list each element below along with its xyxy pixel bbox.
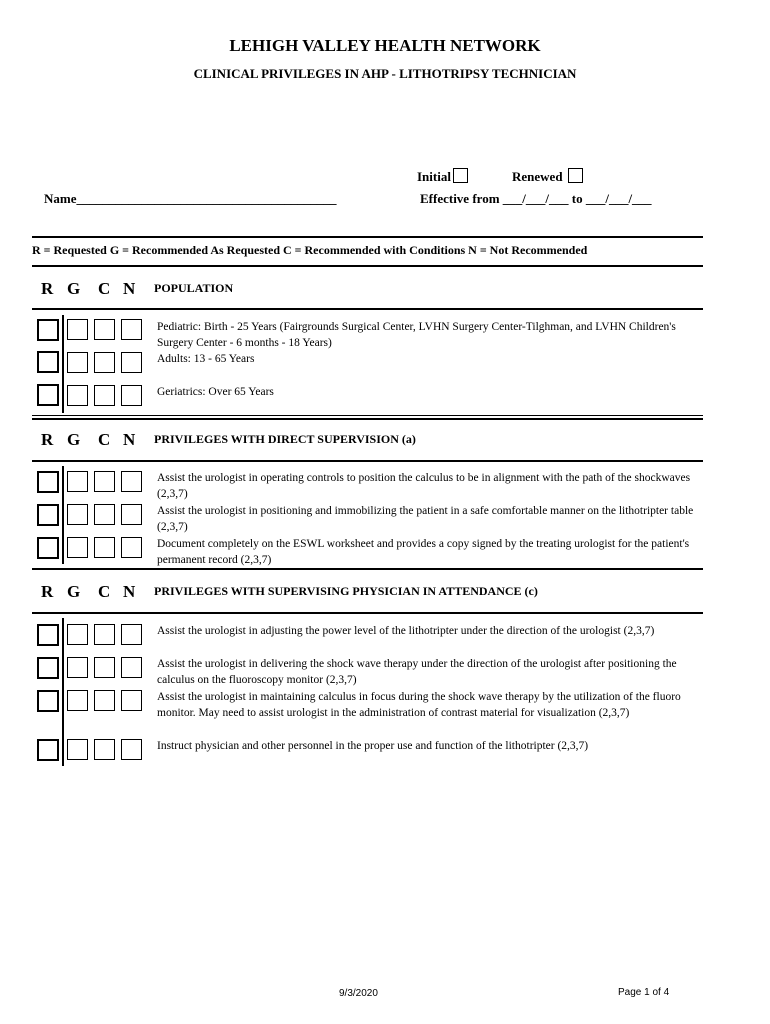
checkbox-g[interactable]	[67, 690, 88, 711]
checkbox-r[interactable]	[37, 690, 59, 712]
section-header-direct-supervision	[0, 430, 770, 450]
checkbox-c[interactable]	[94, 657, 115, 678]
checkbox-n[interactable]	[121, 739, 142, 760]
section-title: PRIVILEGES WITH SUPERVISING PHYSICIAN IN ATTENDANCE (c)	[154, 584, 538, 598]
checkbox-c[interactable]	[94, 352, 115, 373]
divider	[32, 612, 703, 614]
column-divider	[62, 315, 64, 413]
checkbox-c[interactable]	[94, 319, 115, 340]
footer-date: 9/3/2020	[339, 988, 378, 999]
checkbox-n[interactable]	[121, 352, 142, 373]
checkbox-r[interactable]	[37, 739, 59, 761]
column-g-header: G	[67, 279, 81, 298]
checkbox-c[interactable]	[94, 624, 115, 645]
column-r-header: R	[41, 430, 54, 449]
renewed-checkbox[interactable]	[568, 168, 583, 183]
checkbox-c[interactable]	[94, 537, 115, 558]
page-subtitle: CLINICAL PRIVILEGES IN AHP - LITHOTRIPSY TECHNICIAN	[193, 66, 577, 81]
checkbox-g[interactable]	[67, 385, 88, 406]
name-field[interactable]: Name________________________________________	[44, 191, 337, 206]
checkbox-r[interactable]	[37, 537, 59, 559]
divider	[32, 568, 703, 570]
checkbox-g[interactable]	[67, 319, 88, 340]
initial-checkbox[interactable]	[453, 168, 468, 183]
column-n-header: N	[123, 430, 136, 449]
checkbox-g[interactable]	[67, 471, 88, 492]
checkbox-c[interactable]	[94, 690, 115, 711]
section-title: POPULATION	[154, 281, 234, 295]
privilege-item: Pediatric: Birth - 25 Years (Fairgrounds Surgical Center, LVHN Surgery Center-Tilghman, and LVHN Children's Surgery Center - 6 months - 18 Years)	[157, 321, 676, 349]
checkbox-g[interactable]	[67, 624, 88, 645]
checkbox-r[interactable]	[37, 471, 59, 493]
checkbox-n[interactable]	[121, 471, 142, 492]
checkbox-c[interactable]	[94, 739, 115, 760]
checkbox-g[interactable]	[67, 352, 88, 373]
checkbox-r[interactable]	[37, 624, 59, 646]
column-r-header: R	[41, 279, 54, 298]
divider	[32, 415, 703, 416]
checkbox-n[interactable]	[121, 537, 142, 558]
checkbox-n[interactable]	[121, 319, 142, 340]
checkbox-n[interactable]	[121, 690, 142, 711]
section-header-population	[0, 279, 770, 299]
column-n-header: N	[123, 279, 136, 298]
renewed-option	[512, 168, 583, 185]
checkbox-g[interactable]	[67, 739, 88, 760]
column-r-header: R	[41, 582, 54, 601]
divider	[32, 418, 703, 420]
section-header-supervising-physician	[0, 582, 770, 602]
column-g-header: G	[67, 430, 81, 449]
privilege-item: Geriatrics: Over 65 Years	[157, 386, 274, 398]
initial-option	[417, 168, 468, 185]
column-divider	[62, 466, 64, 564]
divider	[32, 308, 703, 310]
divider	[32, 460, 703, 462]
checkbox-r[interactable]	[37, 384, 59, 406]
checkbox-g[interactable]	[67, 537, 88, 558]
checkbox-c[interactable]	[94, 385, 115, 406]
privilege-item: Adults: 13 - 65 Years	[157, 353, 255, 365]
divider	[32, 236, 703, 238]
column-divider	[62, 618, 64, 766]
privilege-item: Assist the urologist in operating controls to position the calculus to be in alignment with the path of the shockwaves (2,3,7)	[157, 472, 691, 500]
initial-label: Initial	[417, 169, 451, 184]
privilege-item: Assist the urologist in adjusting the power level of the lithotripter under the direction of the urologist (2,3,7)	[157, 625, 655, 637]
privilege-item: Assist the urologist in maintaining calculus in focus during the shock wave therapy by the utilization of the fluoro monitor. May need to assist urologist in the administration of contrast material for visualization (2,3,7)	[157, 691, 681, 719]
column-c-header: C	[98, 430, 111, 449]
checkbox-c[interactable]	[94, 471, 115, 492]
column-g-header: G	[67, 582, 81, 601]
checkbox-g[interactable]	[67, 504, 88, 525]
checkbox-c[interactable]	[94, 504, 115, 525]
column-c-header: C	[98, 279, 111, 298]
privilege-item: Assist the urologist in delivering the shock wave therapy under the direction of the urologist after positioning the calculus on the fluoroscopy monitor (2,3,7)	[157, 658, 677, 686]
section-title: PRIVILEGES WITH DIRECT SUPERVISION (a)	[154, 432, 416, 446]
column-c-header: C	[98, 582, 111, 601]
checkbox-n[interactable]	[121, 624, 142, 645]
checkbox-g[interactable]	[67, 657, 88, 678]
column-n-header: N	[123, 582, 136, 601]
privilege-item: Document completely on the ESWL worksheet and provides a copy signed by the treating urologist for the patient's permanent record (2,3,7)	[157, 538, 690, 566]
checkbox-r[interactable]	[37, 351, 59, 373]
renewed-label: Renewed	[512, 169, 563, 184]
page-title: LEHIGH VALLEY HEALTH NETWORK	[229, 36, 541, 55]
footer-page-number: Page 1 of 4	[618, 987, 670, 998]
checkbox-n[interactable]	[121, 385, 142, 406]
checkbox-n[interactable]	[121, 657, 142, 678]
legend: R = Requested G = Recommended As Requested C = Recommended with Conditions N = Not Recommended	[32, 243, 588, 257]
effective-dates-field[interactable]: Effective from ___/___/___ to ___/___/___	[420, 191, 652, 206]
privilege-item: Instruct physician and other personnel in the proper use and function of the lithotripter (2,3,7)	[157, 740, 589, 752]
checkbox-r[interactable]	[37, 319, 59, 341]
checkbox-r[interactable]	[37, 657, 59, 679]
checkbox-n[interactable]	[121, 504, 142, 525]
checkbox-r[interactable]	[37, 504, 59, 526]
privilege-item: Assist the urologist in positioning and immobilizing the patient in a safe comfortable manner on the lithotripter table (2,3,7)	[157, 505, 694, 533]
divider	[32, 265, 703, 267]
